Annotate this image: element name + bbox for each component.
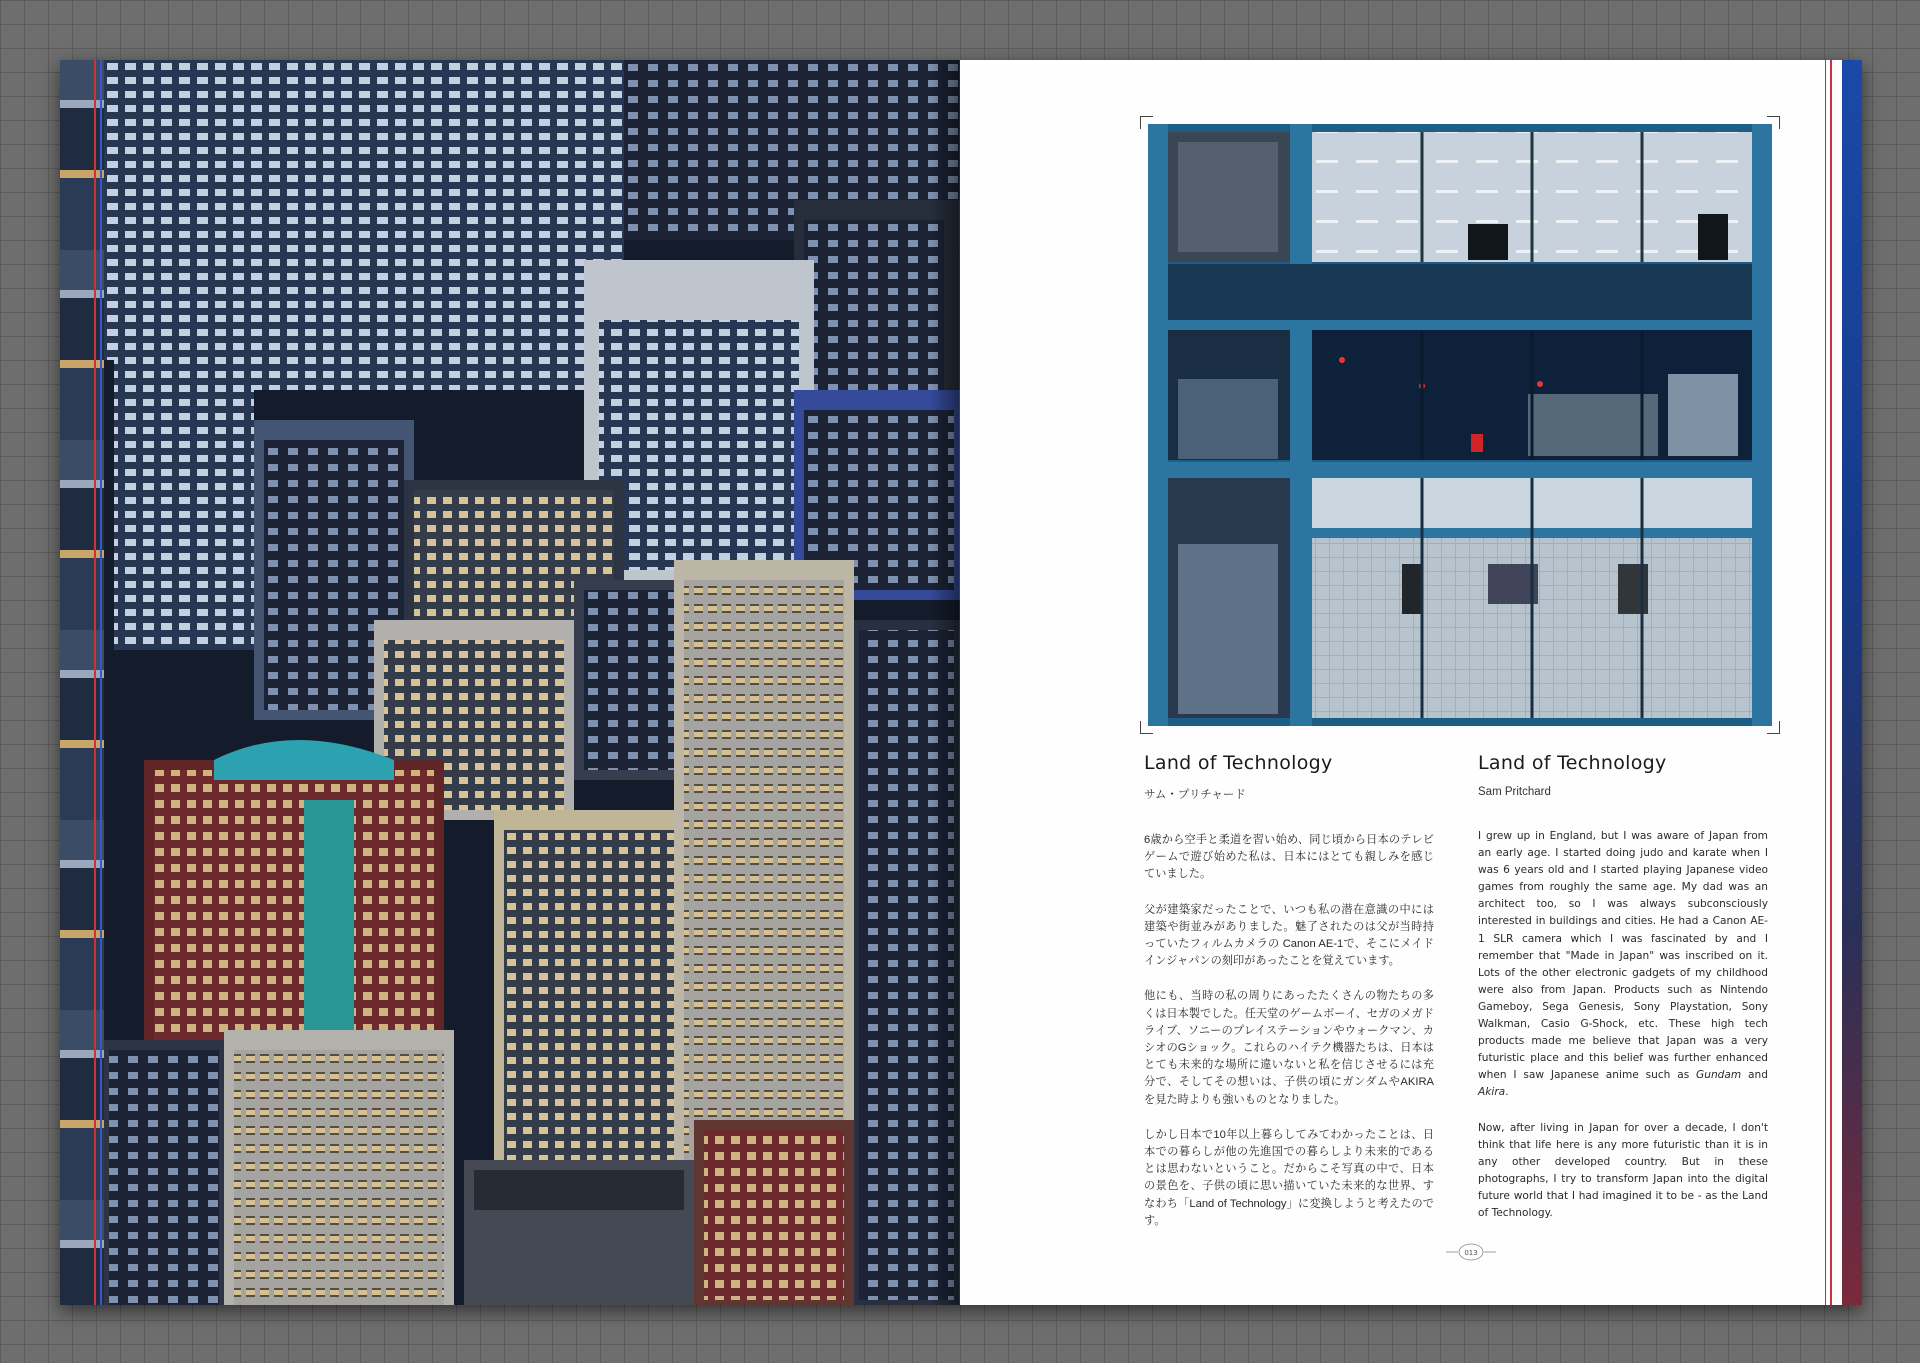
left-blue-rule	[100, 60, 102, 1305]
body-paragraph-jp-3: 他にも、当時の私の周りにあったたくさんの物たちの多くは日本製でした。任天堂のゲームボーイ、セガのメガドライブ、ソニーのプレイステーションやウォークマン、カシオのGショック。これらのハイテク機器たちは、日本はとても未来的な場所に違いないと私を信じさせるには充分で、そしてその想いは、子供の頃にガンダムやAKIRAを見た時よりも強いものとなりました。	[1144, 990, 1434, 1106]
left-page-edge-strip	[60, 60, 104, 1305]
body-paragraph-jp-4: しかし日本で10年以上暮らしてみてわかったことは、日本での暮らしが他の先進国での暮らしより未来的であるとは思わないということ。だからこそ写真の中で、日本の景色を、子供の頃に思い描いていた未来的な世界、すなわち「Land of Technology」に変換しようと考えたのです。	[1144, 1128, 1434, 1227]
article-title-jp: Land of Technology	[1144, 752, 1333, 774]
right-red-rule	[1830, 60, 1832, 1305]
body-paragraph-en-1	[1478, 828, 1768, 1102]
left-red-rule	[94, 60, 96, 1305]
facade-photo-frame	[1140, 116, 1780, 734]
english-article-column	[1478, 752, 1768, 1240]
body-paragraph-en-2: Now, after living in Japan for over a decade, I don't think that life here is any more futuristic than it is in any other developed country. But in these photographs, I try to transform Japan into the digital future world that I had imagined it to be - as the Land of Technology.	[1478, 1121, 1768, 1219]
page-number: 013	[1464, 1249, 1478, 1257]
body-paragraph-jp-2: 父が建築家だったことで、いつも私の潜在意識の中には建築や街並みがありました。魅了されたのは父が当時持っていたフィルムカメラの Canon AE-1で、そこにメイドインジャパンの刻印があったことを覚えています。	[1144, 903, 1434, 968]
body-paragraph-jp-1: 6歳から空手と柔道を習い始め、同じ頃から日本のテレビゲームで遊び始めた私は、日本にはとても親しみを感じていました。	[1144, 834, 1434, 881]
page-number-emblem	[1446, 1238, 1496, 1266]
magazine-spread	[60, 60, 1862, 1305]
right-blue-rule	[1825, 60, 1826, 1305]
right-page	[960, 60, 1862, 1305]
sentence-end: .	[1505, 1086, 1509, 1099]
right-page-edge-strip	[1842, 60, 1862, 1305]
title-gundam: Gundam	[1696, 1069, 1742, 1082]
article-title-en: Land of Technology	[1478, 752, 1667, 774]
glass-facade-photo	[1148, 124, 1772, 726]
conjunction-text: and	[1741, 1069, 1768, 1082]
left-page	[60, 60, 960, 1305]
japanese-article-column	[1144, 752, 1434, 1248]
body-text-en-1: I grew up in England, but I was aware of Japan from an early age. I started doing judo and karate when I was 6 years old and I started playing Japanese video games from roughly the same age. My dad was an architect too, so I was always subconsciously interested in buildings and cities. He had a Canon AE-1 SLR camera which I was fascinated by and I remember that "Made in Japan" was inscribed on it. Lots of the other electronic gadgets of my childhood were also from Japan. Products such as Nintendo Gameboy, Sega Genesis, Sony Playstation, Sony Walkman, Casio G-Shock, etc. These high tech products made me believe that Japan was a very futuristic place and this belief was further enhanced when I saw Japanese anime such as	[1478, 830, 1768, 1082]
author-name-en: Sam Pritchard	[1478, 786, 1551, 798]
title-akira: Akira	[1478, 1086, 1506, 1099]
author-name-jp: サム・プリチャード	[1144, 789, 1246, 801]
city-night-photo	[104, 60, 960, 1305]
